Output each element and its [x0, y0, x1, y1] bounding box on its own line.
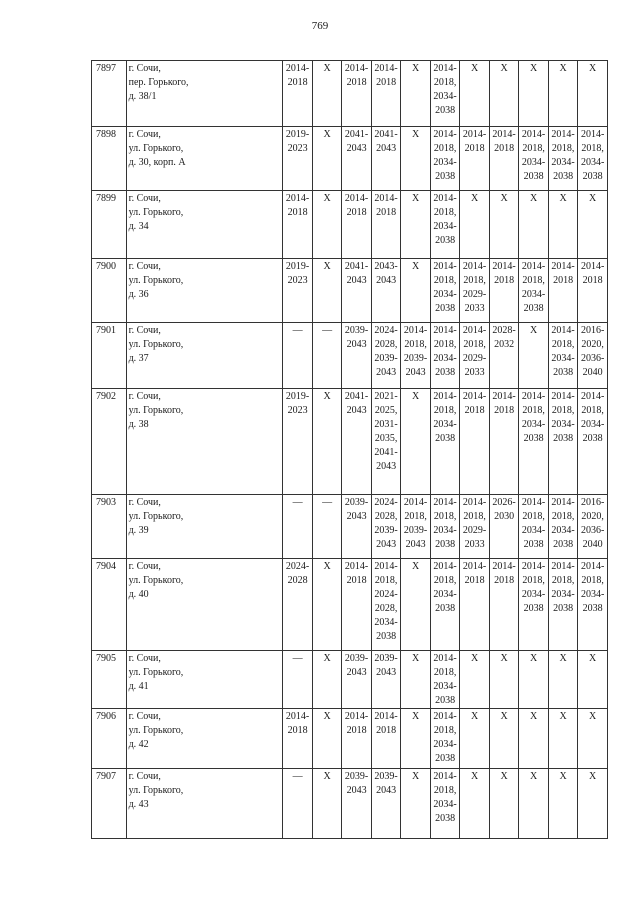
period-cell: X [401, 389, 431, 495]
period-cell: X [460, 191, 490, 259]
period-cell: 2014- 2018, 2034- 2038 [430, 191, 460, 259]
row-number: 7907 [92, 769, 127, 839]
address-line: ул. Горького, [128, 725, 184, 736]
period-cell: 2014- 2018, 2034- 2038 [430, 651, 460, 709]
row-number: 7901 [92, 323, 127, 389]
period-cell: 2014- 2018 [460, 127, 490, 191]
period-cell: 2014- 2018 [548, 259, 578, 323]
period-cell: X [489, 651, 519, 709]
period-cell: 2014- 2018, 2034- 2038 [430, 259, 460, 323]
period-cell: X [460, 709, 490, 769]
period-cell: 2019- 2023 [283, 127, 313, 191]
address-line: ул. Горького, [128, 785, 184, 796]
period-cell: 2014- 2018, 2029- 2033 [460, 323, 490, 389]
address-line: ул. Горького, [128, 339, 184, 350]
period-cell: 2014- 2018, 2034- 2038 [548, 559, 578, 651]
address-line: ул. Горького, [128, 667, 184, 678]
address-line: г. Сочи, [128, 129, 161, 140]
row-number: 7898 [92, 127, 127, 191]
period-cell: X [548, 61, 578, 127]
period-cell: X [460, 769, 490, 839]
address-line: д. 43 [128, 799, 149, 810]
period-cell: 2014- 2018, 2034- 2038 [430, 559, 460, 651]
row-number: 7900 [92, 259, 127, 323]
period-cell: 2043- 2043 [371, 259, 401, 323]
period-cell: X [312, 769, 342, 839]
period-cell: X [578, 769, 608, 839]
period-cell: 2014- 2018 [342, 559, 372, 651]
period-cell: X [548, 651, 578, 709]
period-cell: X [312, 709, 342, 769]
period-cell: 2014- 2018 [283, 709, 313, 769]
period-cell: 2014- 2018, 2034- 2038 [578, 127, 608, 191]
schedule-table [91, 60, 608, 839]
period-cell: 2014- 2018, 2034- 2038 [548, 127, 578, 191]
period-cell: 2014- 2018 [371, 61, 401, 127]
address-line: д. 38 [128, 419, 149, 430]
table-row [92, 127, 608, 191]
address-line: д. 30, корп. А [128, 157, 186, 168]
address-cell [126, 127, 283, 191]
period-cell: 2041- 2043 [371, 127, 401, 191]
period-cell: X [401, 259, 431, 323]
period-cell: — [312, 495, 342, 559]
table-row [92, 559, 608, 651]
period-cell: 2014- 2018 [489, 259, 519, 323]
address-cell [126, 191, 283, 259]
address-line: г. Сочи, [128, 653, 161, 664]
period-cell: X [460, 61, 490, 127]
period-cell: 2014- 2018 [489, 559, 519, 651]
period-cell: X [312, 259, 342, 323]
period-cell: X [578, 709, 608, 769]
period-cell: 2039- 2043 [371, 769, 401, 839]
period-cell: 2014- 2018, 2029- 2033 [460, 259, 490, 323]
period-cell: 2014- 2018, 2034- 2038 [430, 495, 460, 559]
period-cell: X [401, 191, 431, 259]
period-cell: 2014- 2018 [489, 127, 519, 191]
table-row [92, 495, 608, 559]
address-line: д. 37 [128, 353, 149, 364]
period-cell: 2014- 2018 [371, 709, 401, 769]
address-line: г. Сочи, [128, 325, 161, 336]
period-cell: X [519, 61, 549, 127]
period-cell: X [578, 61, 608, 127]
row-number: 7906 [92, 709, 127, 769]
period-cell: X [489, 191, 519, 259]
period-cell: X [489, 61, 519, 127]
period-cell: 2014- 2018 [460, 389, 490, 495]
period-cell: X [312, 651, 342, 709]
period-cell: X [401, 709, 431, 769]
period-cell: 2014- 2018, 2034- 2038 [519, 559, 549, 651]
address-line: ул. Горького, [128, 405, 184, 416]
period-cell: 2039- 2043 [342, 495, 372, 559]
address-cell [126, 651, 283, 709]
address-line: д. 38/1 [128, 91, 157, 102]
period-cell: 2039- 2043 [342, 769, 372, 839]
address-line: г. Сочи, [128, 711, 161, 722]
period-cell: X [548, 709, 578, 769]
period-cell: 2026- 2030 [489, 495, 519, 559]
period-cell: 2014- 2018, 2034- 2038 [430, 127, 460, 191]
table-row [92, 709, 608, 769]
period-cell: X [312, 389, 342, 495]
table-row [92, 769, 608, 839]
address-cell [126, 559, 283, 651]
period-cell: 2039- 2043 [342, 323, 372, 389]
period-cell: 2014- 2018, 2029- 2033 [460, 495, 490, 559]
period-cell: 2014- 2018, 2034- 2038 [430, 61, 460, 127]
period-cell: 2016- 2020, 2036- 2040 [578, 323, 608, 389]
period-cell: 2014- 2018, 2039- 2043 [401, 323, 431, 389]
address-line: г. Сочи, [128, 497, 161, 508]
period-cell: X [401, 651, 431, 709]
row-number: 7903 [92, 495, 127, 559]
period-cell: X [548, 769, 578, 839]
address-line: д. 40 [128, 589, 149, 600]
period-cell: — [283, 651, 313, 709]
period-cell: 2014- 2018, 2034- 2038 [430, 389, 460, 495]
row-number: 7899 [92, 191, 127, 259]
period-cell: 2041- 2043 [342, 259, 372, 323]
period-cell: 2014- 2018, 2034- 2038 [519, 495, 549, 559]
address-line: ул. Горького, [128, 207, 184, 218]
period-cell: X [489, 769, 519, 839]
period-cell: 2041- 2043 [342, 127, 372, 191]
table-row [92, 651, 608, 709]
period-cell: 2014- 2018, 2034- 2038 [519, 127, 549, 191]
address-cell [126, 259, 283, 323]
period-cell: X [519, 191, 549, 259]
period-cell: 2014- 2018, 2034- 2038 [519, 389, 549, 495]
address-line: ул. Горького, [128, 575, 184, 586]
period-cell: 2014- 2018, 2034- 2038 [548, 495, 578, 559]
period-cell: X [578, 651, 608, 709]
period-cell: 2014- 2018, 2034- 2038 [578, 559, 608, 651]
address-cell [126, 323, 283, 389]
period-cell: X [460, 651, 490, 709]
period-cell: X [548, 191, 578, 259]
address-line: г. Сочи, [128, 771, 161, 782]
page-number: 769 [311, 20, 329, 32]
period-cell: X [401, 61, 431, 127]
row-number: 7904 [92, 559, 127, 651]
address-line: г. Сочи, [128, 561, 161, 572]
address-line: ул. Горького, [128, 511, 184, 522]
period-cell: 2041- 2043 [342, 389, 372, 495]
period-cell: 2021- 2025, 2031- 2035, 2041- 2043 [371, 389, 401, 495]
period-cell: 2014- 2018, 2034- 2038 [430, 323, 460, 389]
address-cell [126, 709, 283, 769]
address-line: д. 42 [128, 739, 149, 750]
table-row [92, 191, 608, 259]
address-line: г. Сочи, [128, 391, 161, 402]
period-cell: 2014- 2018 [371, 191, 401, 259]
address-line: г. Сочи, [128, 193, 161, 204]
period-cell: 2039- 2043 [371, 651, 401, 709]
address-line: г. Сочи, [128, 261, 161, 272]
period-cell: 2014- 2018 [460, 559, 490, 651]
period-cell: 2014- 2018, 2034- 2038 [430, 769, 460, 839]
period-cell: 2014- 2018 [489, 389, 519, 495]
address-line: пер. Горького, [128, 77, 189, 88]
period-cell: X [519, 709, 549, 769]
period-cell: 2014- 2018, 2039- 2043 [401, 495, 431, 559]
period-cell: 2014- 2018 [283, 191, 313, 259]
address-cell [126, 61, 283, 127]
table-row [92, 259, 608, 323]
period-cell: X [312, 559, 342, 651]
period-cell: X [312, 191, 342, 259]
period-cell: 2019- 2023 [283, 259, 313, 323]
address-line: д. 34 [128, 221, 149, 232]
period-cell: 2014- 2018, 2034- 2038 [548, 389, 578, 495]
table-row [92, 389, 608, 495]
period-cell: X [519, 323, 549, 389]
period-cell: 2014- 2018, 2034- 2038 [548, 323, 578, 389]
period-cell: X [401, 769, 431, 839]
period-cell: X [578, 191, 608, 259]
period-cell: 2014- 2018, 2034- 2038 [430, 709, 460, 769]
period-cell: 2024- 2028 [283, 559, 313, 651]
period-cell: 2024- 2028, 2039- 2043 [371, 495, 401, 559]
period-cell: 2028- 2032 [489, 323, 519, 389]
period-cell: 2014- 2018 [283, 61, 313, 127]
period-cell: X [519, 769, 549, 839]
address-cell [126, 389, 283, 495]
period-cell: — [283, 323, 313, 389]
period-cell: X [401, 127, 431, 191]
period-cell: — [312, 323, 342, 389]
table-row [92, 323, 608, 389]
address-line: ул. Горького, [128, 275, 184, 286]
period-cell: 2014- 2018, 2034- 2038 [578, 389, 608, 495]
row-number: 7902 [92, 389, 127, 495]
period-cell: 2039- 2043 [342, 651, 372, 709]
period-cell: 2014- 2018 [578, 259, 608, 323]
period-cell: X [312, 127, 342, 191]
period-cell: X [519, 651, 549, 709]
row-number: 7905 [92, 651, 127, 709]
address-line: д. 36 [128, 289, 149, 300]
row-number: 7897 [92, 61, 127, 127]
period-cell: X [312, 61, 342, 127]
period-cell: 2014- 2018 [342, 61, 372, 127]
address-line: д. 39 [128, 525, 149, 536]
period-cell: 2014- 2018 [342, 709, 372, 769]
period-cell: X [401, 559, 431, 651]
address-line: г. Сочи, [128, 63, 161, 74]
period-cell: — [283, 495, 313, 559]
period-cell: 2019- 2023 [283, 389, 313, 495]
period-cell: 2014- 2018, 2034- 2038 [519, 259, 549, 323]
period-cell: X [489, 709, 519, 769]
address-cell [126, 495, 283, 559]
table-row [92, 61, 608, 127]
period-cell: 2014- 2018, 2024- 2028, 2034- 2038 [371, 559, 401, 651]
period-cell: 2024- 2028, 2039- 2043 [371, 323, 401, 389]
address-cell [126, 769, 283, 839]
period-cell: 2014- 2018 [342, 191, 372, 259]
period-cell: 2016- 2020, 2036- 2040 [578, 495, 608, 559]
address-line: д. 41 [128, 681, 149, 692]
period-cell: — [283, 769, 313, 839]
address-line: ул. Горького, [128, 143, 184, 154]
